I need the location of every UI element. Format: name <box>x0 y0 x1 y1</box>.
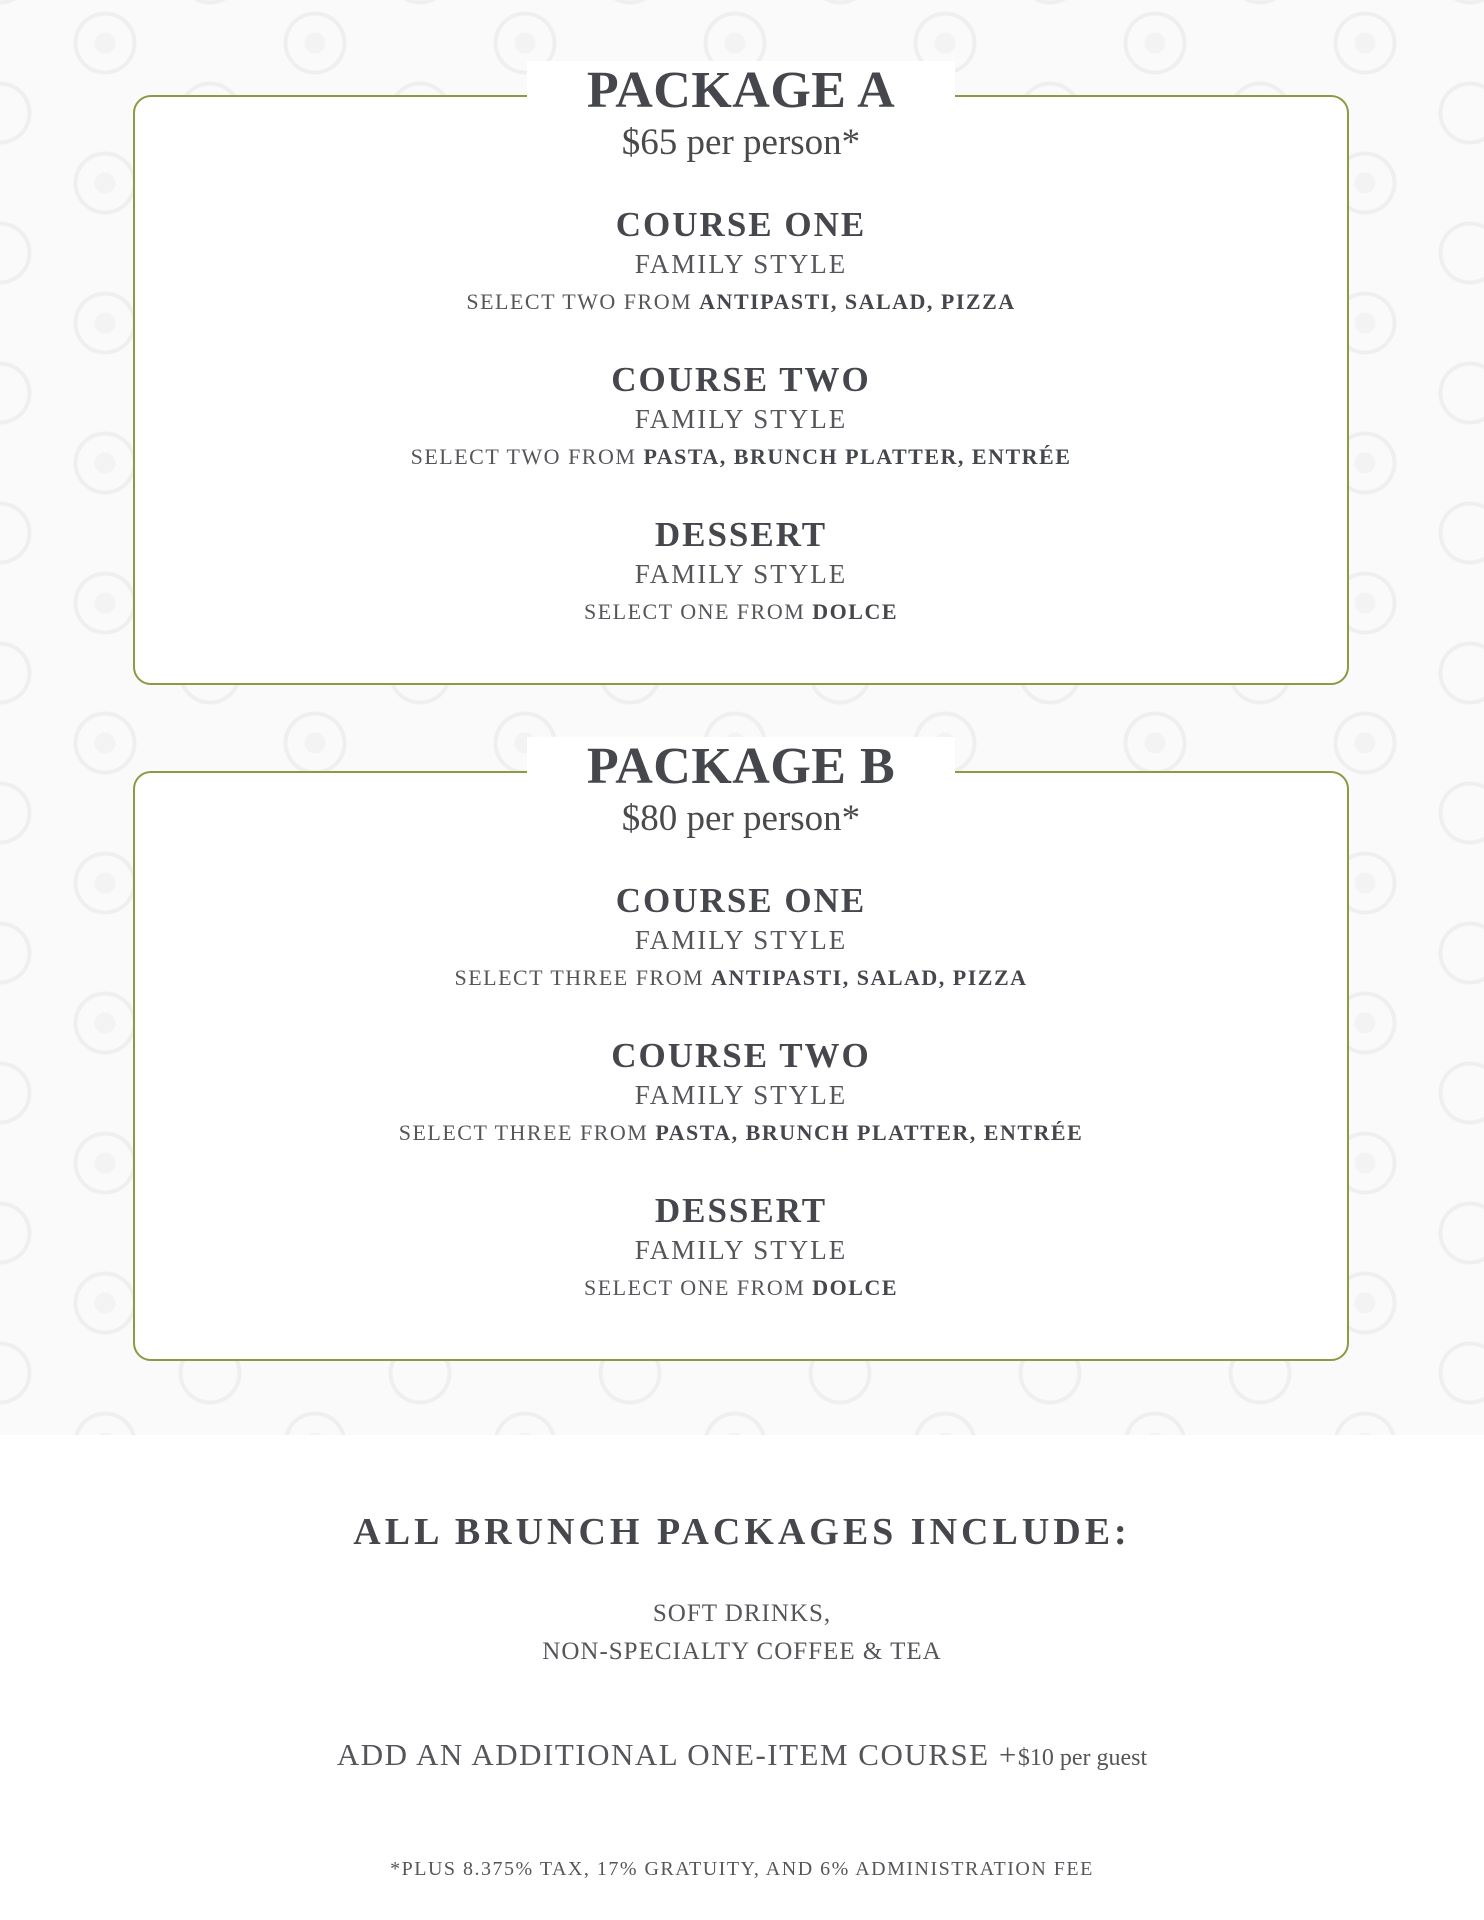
select-prefix: SELECT ONE FROM <box>583 1275 806 1300</box>
course-select <box>135 1118 1347 1148</box>
course-select <box>135 597 1347 627</box>
select-items: PASTA, BRUNCH PLATTER, ENTRÉE <box>655 1120 1084 1145</box>
package-a-course-two <box>135 360 1347 472</box>
includes-heading: ALL BRUNCH PACKAGES INCLUDE: <box>353 1511 1131 1553</box>
select-items: ANTIPASTI, SALAD, PIZZA <box>711 965 1028 990</box>
package-a-price: $65 per person* <box>621 122 861 163</box>
includes-list <box>0 1595 1484 1671</box>
course-title: COURSE TWO <box>611 360 871 399</box>
course-title: DESSERT <box>654 515 828 554</box>
course-title: COURSE ONE <box>615 881 867 920</box>
select-prefix: SELECT TWO FROM <box>466 289 693 314</box>
package-a-card <box>133 62 1349 685</box>
includes-line-2: NON-SPECIALTY COFFEE & TEA <box>542 1638 942 1665</box>
select-prefix: SELECT TWO FROM <box>410 444 637 469</box>
addon-course-note <box>0 1737 1484 1773</box>
course-style: FAMILY STYLE <box>634 404 848 434</box>
course-title: COURSE TWO <box>611 1036 871 1075</box>
package-b-dessert <box>135 1191 1347 1303</box>
package-b-title: PACKAGE B <box>586 738 896 795</box>
package-b-price: $80 per person* <box>621 798 861 839</box>
package-b-card <box>133 738 1349 1361</box>
select-prefix: SELECT THREE FROM <box>398 1120 649 1145</box>
package-b-header <box>527 737 955 841</box>
package-b-course-two <box>135 1036 1347 1148</box>
select-prefix: SELECT ONE FROM <box>583 599 806 624</box>
addon-price: $10 per guest <box>1017 1745 1148 1771</box>
course-style: FAMILY STYLE <box>634 1235 848 1265</box>
course-select <box>135 963 1347 993</box>
addon-text: ADD AN ADDITIONAL ONE-ITEM COURSE + <box>336 1737 1018 1772</box>
course-style: FAMILY STYLE <box>634 925 848 955</box>
package-a-course-one <box>135 205 1347 317</box>
package-b-course-one <box>135 881 1347 993</box>
package-a-header <box>527 61 955 165</box>
course-title: COURSE ONE <box>615 205 867 244</box>
select-items: DOLCE <box>812 1275 899 1300</box>
course-style: FAMILY STYLE <box>634 249 848 279</box>
course-style: FAMILY STYLE <box>634 559 848 589</box>
select-items: DOLCE <box>812 599 899 624</box>
includes-line-1: SOFT DRINKS, <box>652 1600 832 1627</box>
select-items: PASTA, BRUNCH PLATTER, ENTRÉE <box>643 444 1072 469</box>
course-select <box>135 1273 1347 1303</box>
course-style: FAMILY STYLE <box>634 1080 848 1110</box>
package-a-dessert <box>135 515 1347 627</box>
select-items: ANTIPASTI, SALAD, PIZZA <box>699 289 1016 314</box>
fine-print: *PLUS 8.375% TAX, 17% GRATUITY, AND 6% ADMINISTRATION FEE <box>390 1858 1094 1880</box>
select-prefix: SELECT THREE FROM <box>454 965 705 990</box>
course-select <box>135 287 1347 317</box>
package-a-title: PACKAGE A <box>586 62 896 119</box>
course-select <box>135 442 1347 472</box>
course-title: DESSERT <box>654 1191 828 1230</box>
